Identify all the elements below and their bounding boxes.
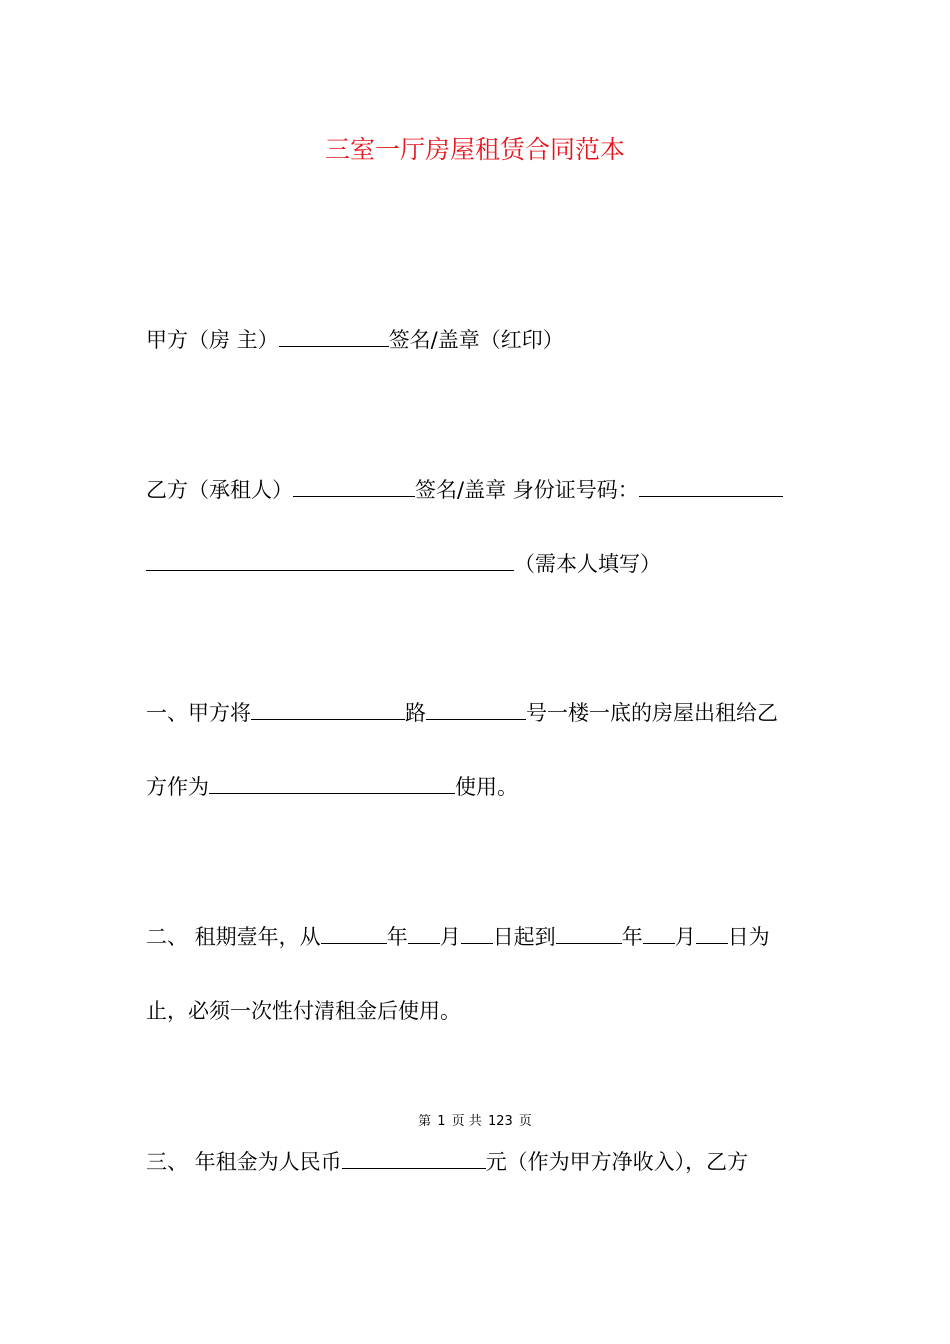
clause-2-day-start: 日起到 bbox=[492, 925, 556, 949]
footer-total-pages: 123 bbox=[487, 1114, 513, 1129]
party-a-sign: 签名/盖章（红印） bbox=[388, 328, 564, 352]
id-number-blank[interactable] bbox=[639, 476, 783, 497]
clause-2-year2: 年 bbox=[621, 925, 643, 949]
footer-page-prefix: 第 bbox=[418, 1114, 432, 1129]
clause-3-prefix: 三、 年租金为人民币 bbox=[146, 1150, 342, 1174]
party-a-line bbox=[146, 325, 564, 355]
start-month-blank[interactable] bbox=[408, 923, 440, 944]
number-blank[interactable] bbox=[426, 699, 526, 720]
usage-blank[interactable] bbox=[209, 773, 455, 794]
party-b-line bbox=[146, 475, 783, 505]
end-month-blank[interactable] bbox=[643, 923, 675, 944]
rent-amount-blank[interactable] bbox=[342, 1148, 486, 1169]
footer-suffix: 页 bbox=[518, 1114, 532, 1129]
page-footer bbox=[0, 1112, 950, 1132]
clause-2-prefix: 二、 租期壹年，从 bbox=[146, 925, 321, 949]
start-year-blank[interactable] bbox=[321, 923, 387, 944]
party-b-label: 乙方（承租人） bbox=[146, 478, 293, 502]
road-blank[interactable] bbox=[251, 699, 405, 720]
party-b-note: （需本人填写） bbox=[514, 552, 661, 576]
clause-1-line2-prefix: 方作为 bbox=[146, 775, 209, 799]
clause-3-line-1 bbox=[146, 1147, 748, 1177]
party-a-blank[interactable] bbox=[279, 326, 389, 347]
end-day-blank[interactable] bbox=[696, 923, 728, 944]
clause-2-line-2 bbox=[146, 996, 461, 1026]
clause-2-line2: 止，必须一次性付清租金后使用。 bbox=[146, 999, 461, 1023]
party-a-label: 甲方（房 主） bbox=[146, 328, 279, 352]
document-title: 三室一厅房屋租赁合同范本 bbox=[324, 135, 625, 164]
party-b-line-2 bbox=[146, 549, 661, 579]
clause-1-prefix: 一、甲方将 bbox=[146, 701, 251, 725]
party-b-blank[interactable] bbox=[293, 476, 415, 497]
footer-current-page: 1 bbox=[437, 1114, 446, 1129]
clause-1-rest: 号一楼一底的房屋出租给乙 bbox=[526, 701, 778, 725]
id-number-blank-2[interactable] bbox=[146, 550, 514, 571]
clause-1-line-2 bbox=[146, 772, 518, 802]
clause-2-year: 年 bbox=[386, 925, 408, 949]
end-year-blank[interactable] bbox=[556, 923, 622, 944]
clause-1-line-1 bbox=[146, 698, 778, 728]
clause-2-month: 月 bbox=[439, 925, 461, 949]
clause-3-suffix: 元（作为甲方净收入），乙方 bbox=[485, 1150, 749, 1174]
party-b-sign: 签名/盖章 身份证号码： bbox=[415, 478, 639, 502]
footer-middle: 页 共 bbox=[451, 1114, 482, 1129]
clause-1-line2-suffix: 使用。 bbox=[455, 775, 518, 799]
clause-1-road: 路 bbox=[405, 701, 426, 725]
clause-2-month2: 月 bbox=[674, 925, 696, 949]
clause-2-day-end: 日为 bbox=[727, 925, 770, 949]
clause-2-line-1 bbox=[146, 922, 770, 952]
start-day-blank[interactable] bbox=[461, 923, 493, 944]
